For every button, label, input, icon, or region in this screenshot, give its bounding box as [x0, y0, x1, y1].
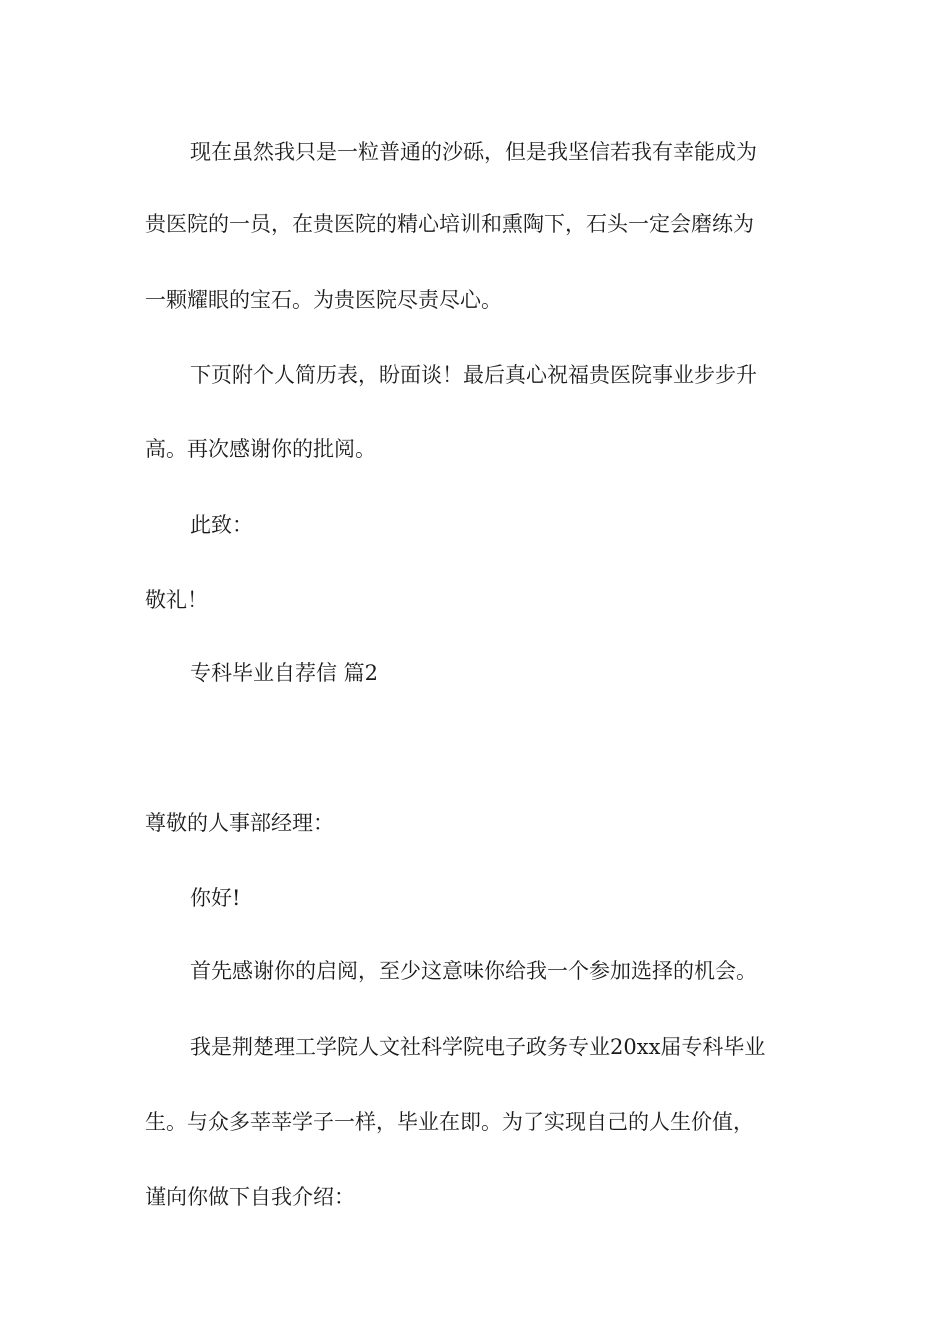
paragraph-line: 谨向你做下自我介绍：	[145, 1185, 355, 1209]
closing-line: 敬礼！	[145, 588, 208, 612]
paragraph-line: 贵医院的一员，在贵医院的精心培训和熏陶下，石头一定会磨练为	[145, 212, 754, 236]
paragraph-line: 首先感谢你的启阅，至少这意味你给我一个参加选择的机会。	[190, 959, 757, 983]
paragraph-line: 高。再次感谢你的批阅。	[145, 437, 376, 461]
closing-line: 此致：	[190, 513, 253, 537]
paragraph-line: 下页附个人简历表，盼面谈！最后真心祝福贵医院事业步步升	[190, 363, 757, 387]
section-title: 专科毕业自荐信 篇2	[190, 661, 379, 685]
greeting: 你好!	[190, 886, 241, 910]
paragraph-line: 一颗耀眼的宝石。为贵医院尽责尽心。	[145, 288, 502, 312]
paragraph-line: 现在虽然我只是一粒普通的沙砾，但是我坚信若我有幸能成为	[190, 140, 757, 164]
paragraph-line: 生。与众多莘莘学子一样，毕业在即。为了实现自己的人生价值，	[145, 1110, 754, 1134]
salutation: 尊敬的人事部经理：	[145, 811, 334, 835]
paragraph-line: 我是荆楚理工学院人文社科学院电子政务专业20xx届专科毕业	[190, 1035, 766, 1059]
